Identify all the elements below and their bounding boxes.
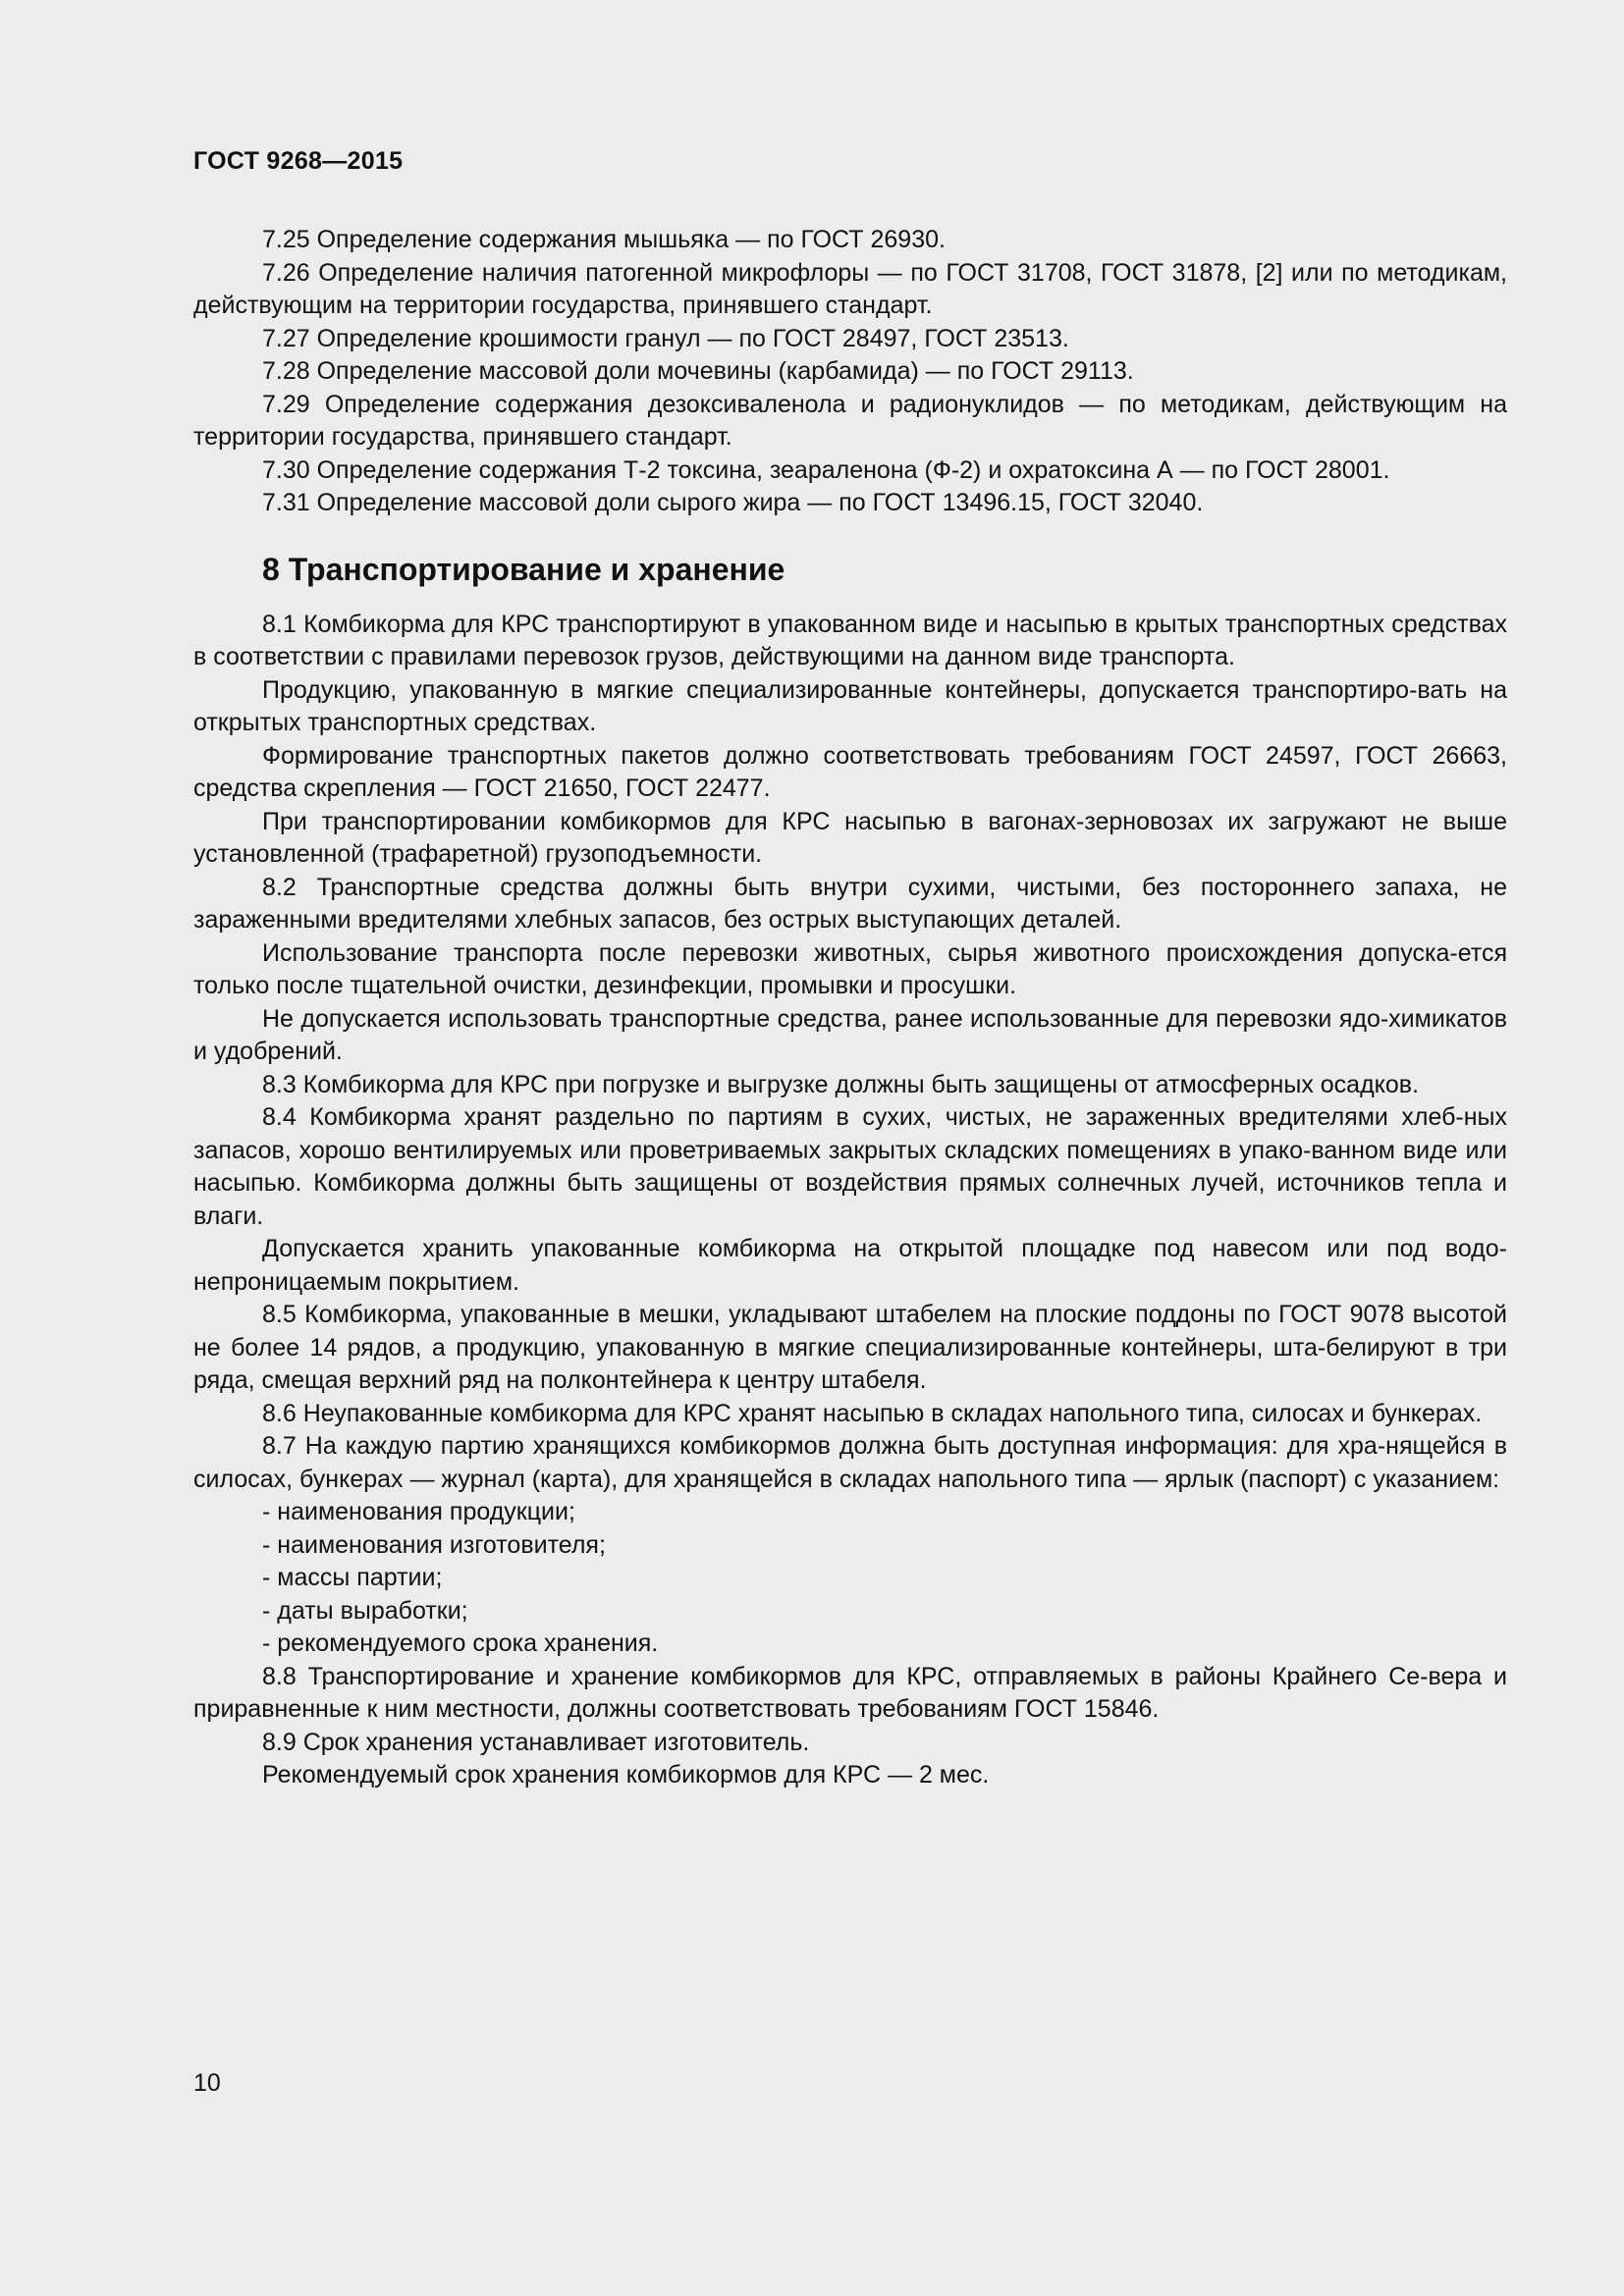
section-8-body — [193, 609, 1507, 1792]
paragraph: Формирование транспортных пакетов должно соответствовать требованиям ГОСТ 24597, ГОСТ 26663, средства скрепления — ГОСТ 21650, ГОСТ 22477. — [193, 741, 1507, 802]
clause-7-29: 7.29 Определение содержания дезоксиваленола и радионуклидов — по методикам, действующим на территории государства, принявшего стандарт. — [193, 390, 1507, 451]
paragraph: Продукцию, упакованную в мягкие специализированные контейнеры, допускается транспортиро-вать на открытых транспортных средствах. — [193, 675, 1507, 736]
list-item: - наименования продукции; — [262, 1498, 575, 1525]
clause-8-2: 8.2 Транспортные средства должны быть внутри сухими, чистыми, без постороннего запаха, не зараженными вредителями хлебных запасов, без острых выступающих деталей. — [193, 873, 1507, 934]
clause-8-3: 8.3 Комбикорма для КРС при погрузке и выгрузке должны быть защищены от атмосферных осадков. — [262, 1070, 1420, 1098]
document-body — [193, 224, 1507, 1792]
paragraph: Не допускается использовать транспортные средства, ранее использованные для перевозки ядо-химикатов и удобрений. — [193, 1004, 1507, 1065]
clause-8-6: 8.6 Неупакованные комбикорма для КРС хранят насыпью в складах напольного типа, силосах и бункерах. — [262, 1399, 1483, 1427]
label-info-list — [193, 1496, 1507, 1661]
page-number: 10 — [193, 2069, 221, 2097]
clause-7-27: 7.27 Определение крошимости гранул — по ГОСТ 28497, ГОСТ 23513. — [262, 324, 1069, 352]
section-8-title: 8 Транспортирование и хранение — [262, 551, 785, 587]
clause-7-30: 7.30 Определение содержания Т-2 токсина, зеараленона (Ф-2) и охратоксина А — по ГОСТ 28001. — [262, 455, 1390, 484]
clause-8-9: 8.9 Срок хранения устанавливает изготовитель. — [262, 1728, 810, 1756]
list-item: - массы партии; — [262, 1564, 443, 1591]
clause-8-5: 8.5 Комбикорма, упакованные в мешки, укладывают штабелем на плоские поддоны по ГОСТ 9078 высотой не более 14 рядов, а продукцию, упакованную в мягкие специализированные контейнеры, шта-белируют в три ряда, смещая верхний ряд на полконтейнера к центру штабеля. — [193, 1301, 1507, 1394]
clause-8-8: 8.8 Транспортирование и хранение комбикормов для КРС, отправляемых в районы Крайнего Се-вера и приравненные к ним местности, должны соответствовать требованиям ГОСТ 15846. — [193, 1662, 1507, 1723]
clause-8-1: 8.1 Комбикорма для КРС транспортируют в упакованном виде и насыпью в крытых транспортных средствах в соответствии с правилами перевозок грузов, действующими на данном виде транспорта. — [193, 610, 1507, 670]
list-item: - рекомендуемого срока хранения. — [262, 1629, 659, 1657]
list-item: - даты выработки; — [262, 1596, 468, 1625]
clause-7-28: 7.28 Определение массовой доли мочевины (карбамида) — по ГОСТ 29113. — [262, 357, 1134, 385]
clause-7-31: 7.31 Определение массовой доли сырого жира — по ГОСТ 13496.15, ГОСТ 32040. — [262, 489, 1204, 516]
paragraph: Допускается хранить упакованные комбикорма на открытой площадке под навесом или под водо-непроницаемым покрытием. — [193, 1235, 1507, 1296]
paragraph: При транспортировании комбикормов для КРС насыпью в вагонах-зерновозах их загружают не выше установленной (трафаретной) грузоподъемности. — [193, 807, 1507, 868]
document-code-header: ГОСТ 9268—2015 — [193, 147, 404, 175]
clause-7-26: 7.26 Определение наличия патогенной микрофлоры — по ГОСТ 31708, ГОСТ 31878, [2] или по методикам, действующим на территории государства, принявшего стандарт. — [193, 258, 1507, 319]
list-item: - наименования изготовителя; — [262, 1530, 606, 1559]
paragraph: Использование транспорта после перевозки животных, сырья животного происхождения допуска-ется только после тщательной очистки, дезинфекции, промывки и просушки. — [193, 938, 1507, 999]
section-7-items — [193, 224, 1507, 520]
clause-8-7: 8.7 На каждую партию хранящихся комбикормов должна быть доступная информация: для хра-нящейся в силосах, бункерах — журнал (карта), для хранящейся в складах напольного типа — ярлык (паспорт) с указанием: — [193, 1432, 1507, 1493]
paragraph: Рекомендуемый срок хранения комбикормов для КРС — 2 мес. — [262, 1761, 990, 1789]
clause-8-4: 8.4 Комбикорма хранят раздельно по партиям в сухих, чистых, не зараженных вредителями хлеб-ных запасов, хорошо вентилируемых или проветриваемых закрытых складских помещениях в упако-ванном виде или насыпью. Комбикорма должны быть защищены от воздействия прямых солнечных лучей, источников тепла и влаги. — [193, 1103, 1507, 1230]
clause-7-25: 7.25 Определение содержания мышьяка — по ГОСТ 26930. — [262, 226, 946, 253]
